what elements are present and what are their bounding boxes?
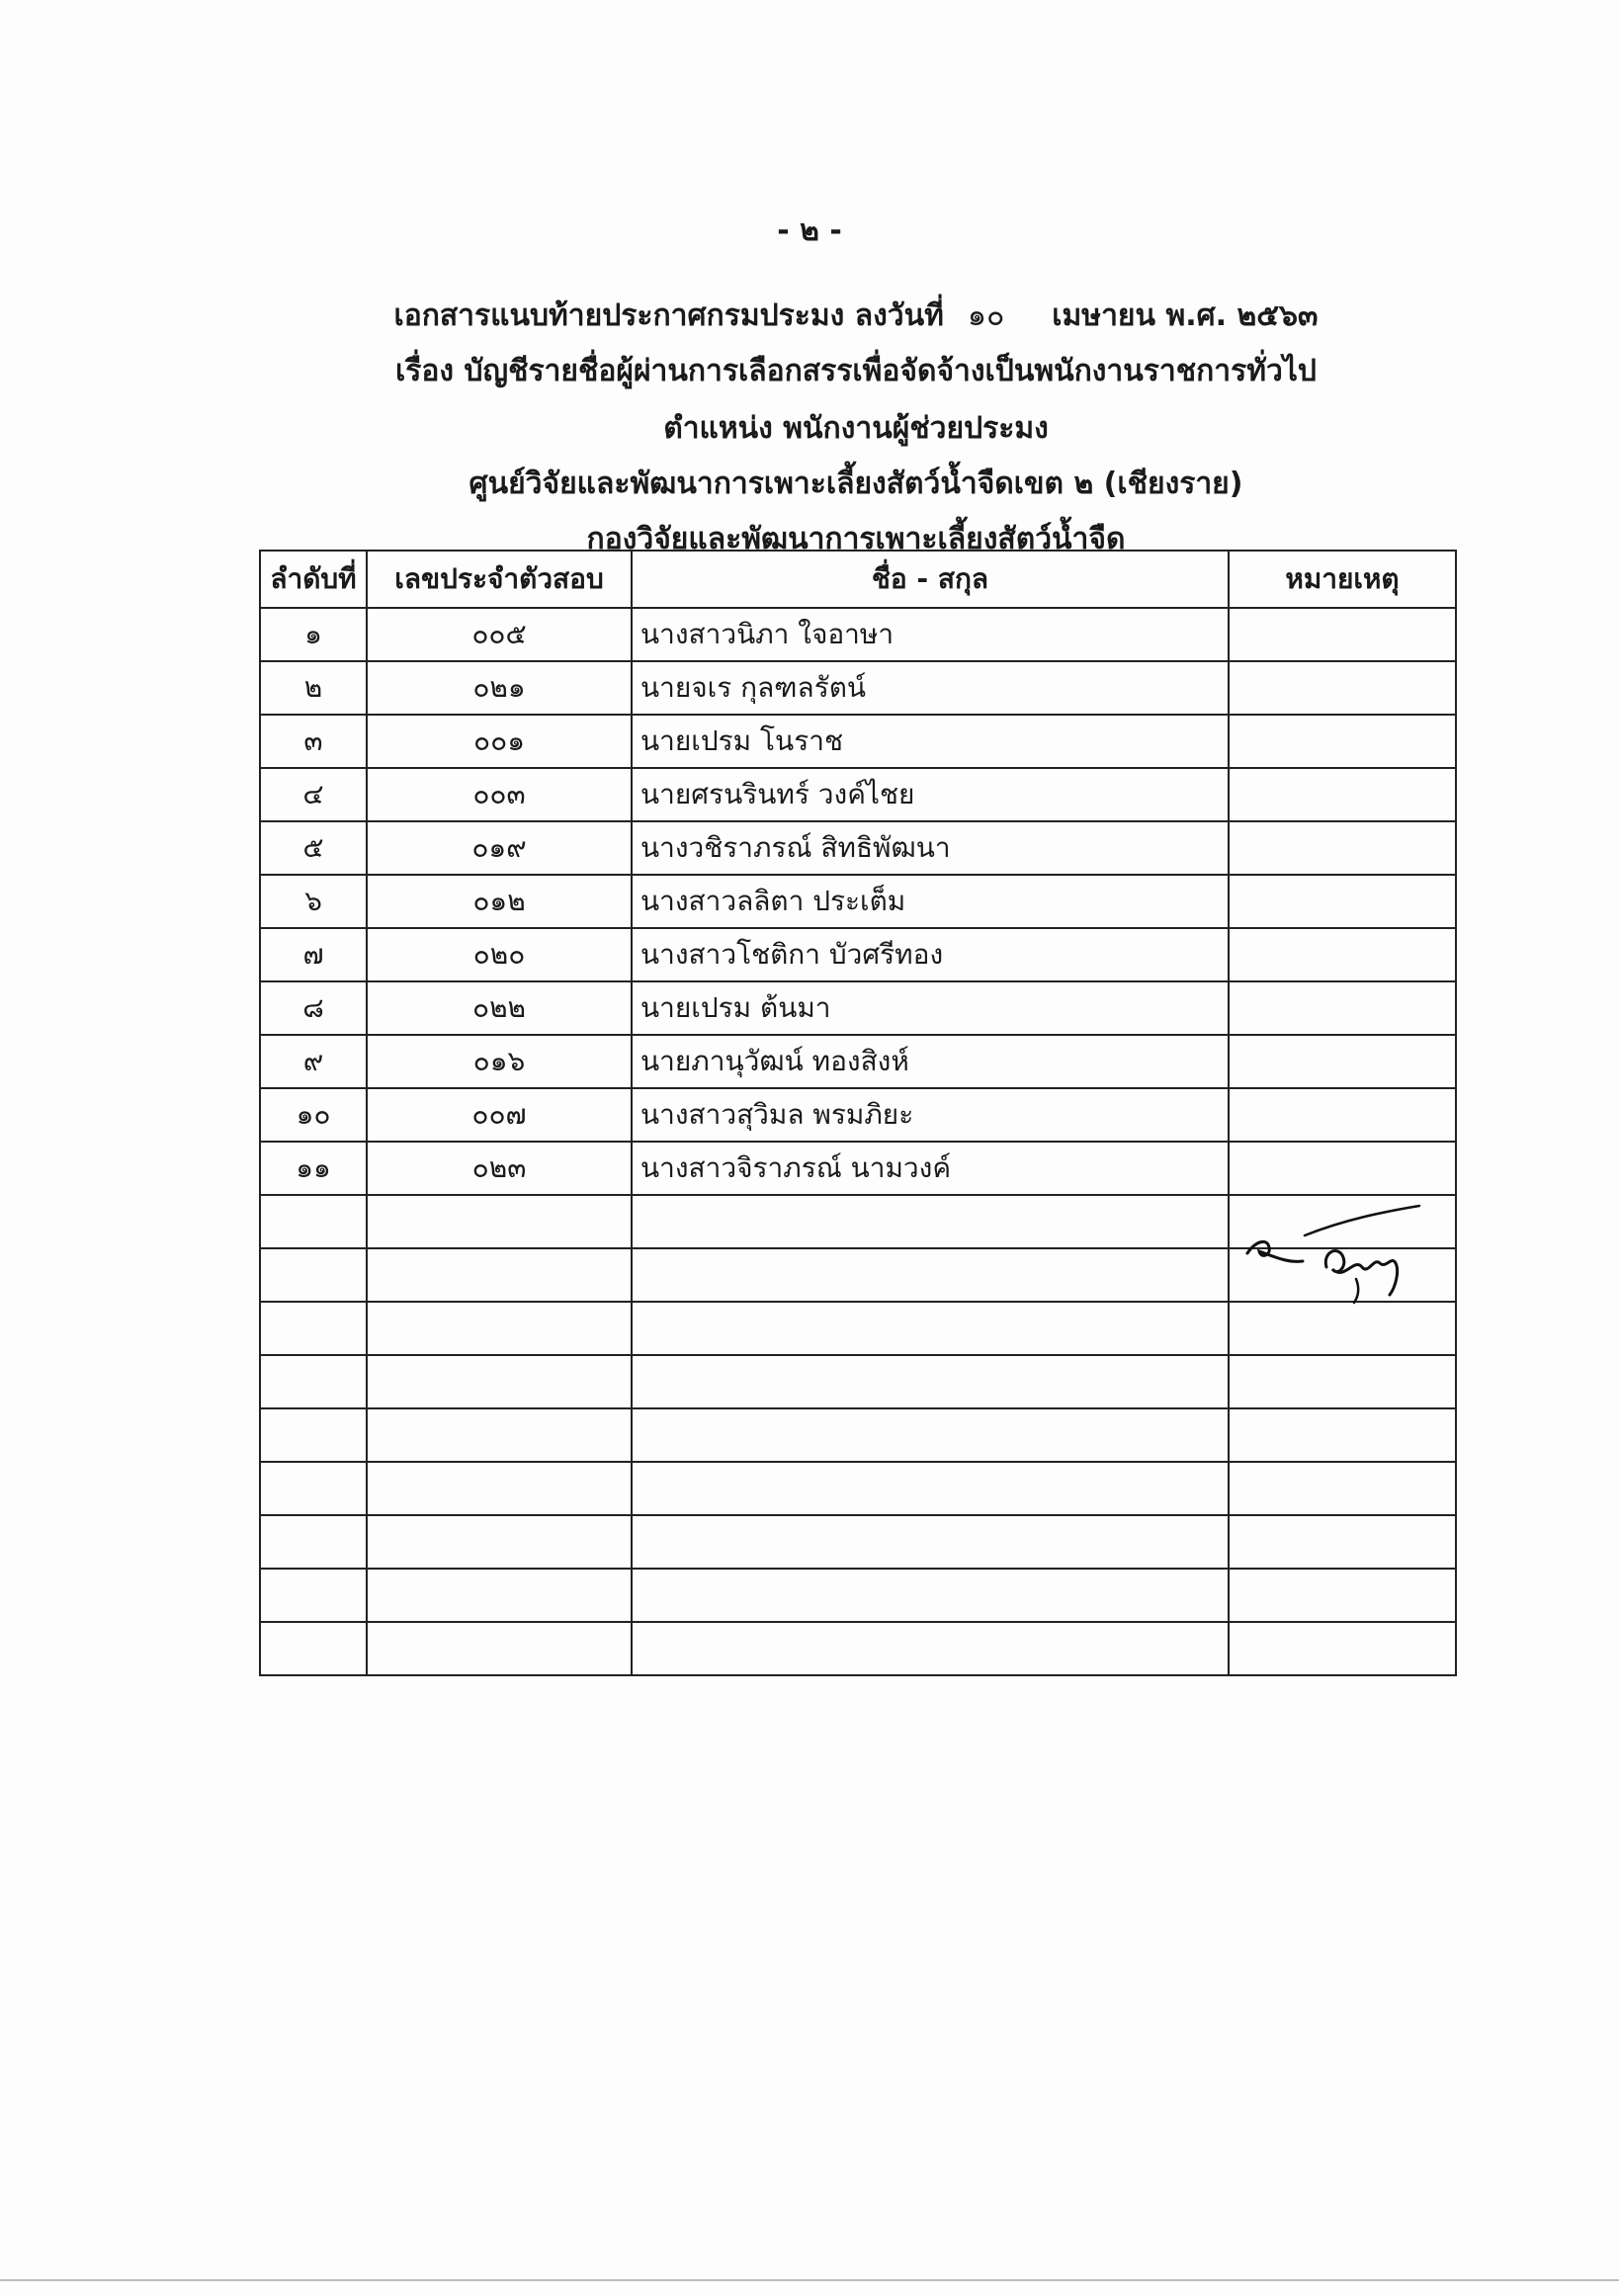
cell-name xyxy=(632,1195,1229,1248)
cell-order: ๖ xyxy=(260,875,367,928)
cell-order: ๓ xyxy=(260,715,367,768)
heading-subject: เรื่อง บัญชีรายชื่อผู้ผ่านการเลือกสรรเพื่อจัดจ้างเป็นพนักงานราชการทั่วไป xyxy=(395,354,1317,388)
header-name: ชื่อ - สกุล xyxy=(632,551,1229,608)
cell-name xyxy=(632,1248,1229,1302)
cell-exam-id: ๐๒๑ xyxy=(367,661,632,715)
cell-note xyxy=(1229,1515,1456,1569)
cell-note xyxy=(1229,1302,1456,1355)
cell-name xyxy=(632,1302,1229,1355)
cell-exam-id: ๐๐๕ xyxy=(367,608,632,661)
page-number: - ๒ - xyxy=(777,213,842,248)
cell-exam-id: ๐๑๙ xyxy=(367,821,632,875)
cell-exam-id: ๐๑๖ xyxy=(367,1035,632,1088)
cell-name: นางสาวโชติกา บัวศรีทอง xyxy=(632,928,1229,981)
cell-exam-id: ๐๐๗ xyxy=(367,1088,632,1142)
cell-order xyxy=(260,1355,367,1408)
cell-note xyxy=(1229,608,1456,661)
cell-exam-id xyxy=(367,1355,632,1408)
cell-note xyxy=(1229,1408,1456,1462)
cell-order: ๑ xyxy=(260,608,367,661)
cell-note xyxy=(1229,981,1456,1035)
cell-name: นางสาวลลิตา ประเต็ม xyxy=(632,875,1229,928)
heading-division: กองวิจัยและพัฒนาการเพาะเลี้ยงสัตว์น้ำจืด xyxy=(586,522,1126,556)
cell-order: ๑๐ xyxy=(260,1088,367,1142)
cell-name xyxy=(632,1355,1229,1408)
cell-note xyxy=(1229,1142,1456,1195)
cell-name: นางสาวสุวิมล พรมภิยะ xyxy=(632,1088,1229,1142)
table-row xyxy=(260,1302,1456,1355)
cell-name: นางสาวจิราภรณ์ นามวงค์ xyxy=(632,1142,1229,1195)
cell-order: ๕ xyxy=(260,821,367,875)
cell-exam-id: ๐๒๓ xyxy=(367,1142,632,1195)
table-row xyxy=(260,1355,1456,1408)
cell-name xyxy=(632,1408,1229,1462)
cell-name xyxy=(632,1622,1229,1675)
cell-name: นางสาวนิภา ใจอาษา xyxy=(632,608,1229,661)
cell-order xyxy=(260,1569,367,1622)
cell-name: นายเปรม โนราช xyxy=(632,715,1229,768)
cell-exam-id xyxy=(367,1408,632,1462)
table-row xyxy=(260,768,1456,821)
cell-order: ๙ xyxy=(260,1035,367,1088)
header-order: ลำดับที่ xyxy=(260,551,367,608)
table-row xyxy=(260,928,1456,981)
table-row xyxy=(260,1035,1456,1088)
cell-note xyxy=(1229,928,1456,981)
cell-exam-id: ๐๒๐ xyxy=(367,928,632,981)
cell-order: ๘ xyxy=(260,981,367,1035)
table-row xyxy=(260,1462,1456,1515)
cell-note xyxy=(1229,821,1456,875)
cell-name: นายศรนรินทร์ วงค์ไชย xyxy=(632,768,1229,821)
cell-note xyxy=(1229,1569,1456,1622)
table-row xyxy=(260,1515,1456,1569)
cell-name: นายเปรม ต้นมา xyxy=(632,981,1229,1035)
cell-exam-id xyxy=(367,1462,632,1515)
cell-note xyxy=(1229,1088,1456,1142)
cell-order xyxy=(260,1462,367,1515)
cell-note xyxy=(1229,1035,1456,1088)
cell-exam-id: ๐๐๓ xyxy=(367,768,632,821)
page-bottom-rule xyxy=(0,2279,1619,2281)
cell-order xyxy=(260,1408,367,1462)
cell-exam-id xyxy=(367,1248,632,1302)
table-row xyxy=(260,981,1456,1035)
heading-center: ศูนย์วิจัยและพัฒนาการเพาะเลี้ยงสัตว์น้ำจืดเขต ๒ (เชียงราย) xyxy=(469,467,1243,501)
table-row xyxy=(260,1569,1456,1622)
cell-note xyxy=(1229,1462,1456,1515)
cell-order: ๑๑ xyxy=(260,1142,367,1195)
heading-date-prefix: เอกสารแนบท้ายประกาศกรมประมง ลงวันที่ xyxy=(393,298,944,333)
cell-exam-id xyxy=(367,1302,632,1355)
table-body xyxy=(260,608,1456,1675)
cell-exam-id: ๐๑๒ xyxy=(367,875,632,928)
cell-exam-id xyxy=(367,1195,632,1248)
cell-name: นายจเร กุลฑลรัตน์ xyxy=(632,661,1229,715)
header-note: หมายเหตุ xyxy=(1229,551,1456,608)
cell-name: นายภานุวัฒน์ ทองสิงห์ xyxy=(632,1035,1229,1088)
cell-note xyxy=(1229,1355,1456,1408)
cell-name: นางวชิราภรณ์ สิทธิพัฒนา xyxy=(632,821,1229,875)
cell-note xyxy=(1229,875,1456,928)
table-row xyxy=(260,875,1456,928)
candidate-table xyxy=(259,550,1457,1676)
table-row xyxy=(260,608,1456,661)
table-row xyxy=(260,1622,1456,1675)
cell-note xyxy=(1229,661,1456,715)
cell-note xyxy=(1229,768,1456,821)
cell-note xyxy=(1229,715,1456,768)
table-row xyxy=(260,1088,1456,1142)
cell-exam-id: ๐๐๑ xyxy=(367,715,632,768)
cell-exam-id: ๐๒๒ xyxy=(367,981,632,1035)
table-header-row xyxy=(260,551,1456,608)
table-row xyxy=(260,1142,1456,1195)
signature-icon xyxy=(1245,1198,1423,1307)
heading-position: ตำแหน่ง พนักงานผู้ช่วยประมง xyxy=(663,411,1049,446)
heading-date-suffix: เมษายน พ.ศ. ๒๕๖๓ xyxy=(1052,298,1319,333)
cell-order: ๗ xyxy=(260,928,367,981)
heading-date-line xyxy=(46,293,1619,339)
header-exam-id: เลขประจำตัวสอบ xyxy=(367,551,632,608)
cell-order xyxy=(260,1195,367,1248)
cell-order xyxy=(260,1515,367,1569)
cell-order xyxy=(260,1248,367,1302)
cell-name xyxy=(632,1462,1229,1515)
cell-order: ๒ xyxy=(260,661,367,715)
table-row xyxy=(260,1408,1456,1462)
table-row xyxy=(260,715,1456,768)
cell-name xyxy=(632,1569,1229,1622)
cell-exam-id xyxy=(367,1569,632,1622)
table-row xyxy=(260,661,1456,715)
cell-note xyxy=(1229,1622,1456,1675)
cell-exam-id xyxy=(367,1515,632,1569)
heading-date-day: ๑๐ xyxy=(967,298,1005,333)
table-row xyxy=(260,821,1456,875)
cell-order xyxy=(260,1302,367,1355)
cell-order: ๔ xyxy=(260,768,367,821)
cell-order xyxy=(260,1622,367,1675)
cell-exam-id xyxy=(367,1622,632,1675)
cell-name xyxy=(632,1515,1229,1569)
